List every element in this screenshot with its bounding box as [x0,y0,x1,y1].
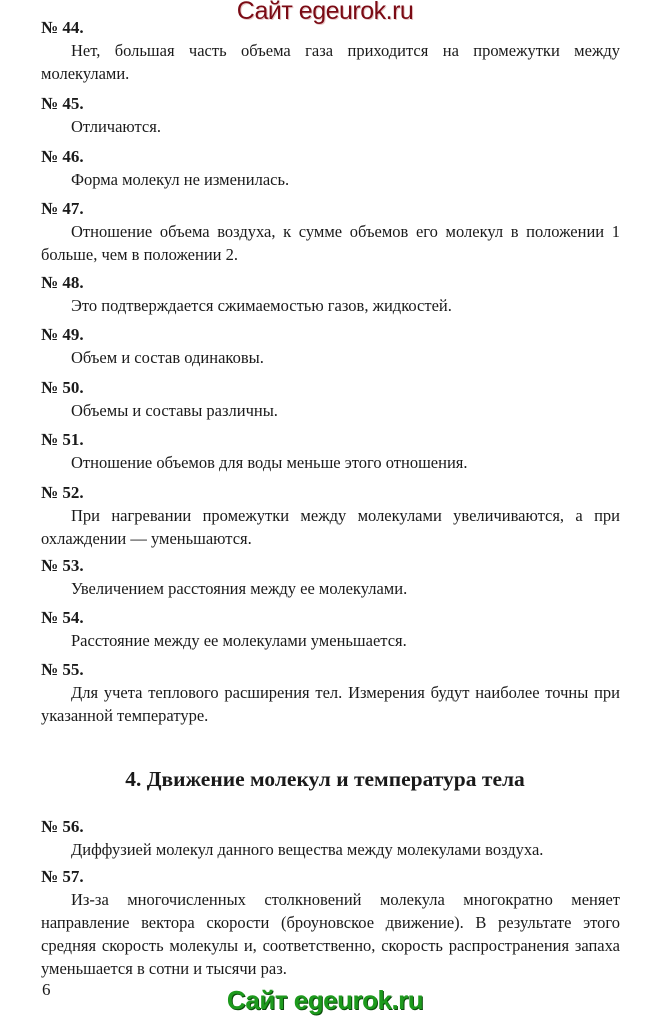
problem-number: № 49. [41,325,84,344]
problem-number: № 45. [41,94,84,113]
answer-item [41,198,620,266]
answer-item [41,377,620,422]
problem-number: № 50. [41,378,84,397]
section-heading: 4. Движение молекул и температура тела [125,767,525,791]
problem-number: № 52. [41,483,84,502]
problem-number: № 53. [41,556,84,575]
answer-text: Объемы и составы различны. [71,401,278,420]
answer-text: Отношение объемов для воды меньше этого отношения. [71,453,468,472]
answer-item [41,607,620,652]
answer-text: Расстояние между ее молекулами уменьшается. [71,631,407,650]
answer-item [41,272,620,317]
answer-item [41,146,620,191]
watermark-bottom: Сайт egeurok.ru [226,985,424,1015]
answer-text: Отличаются. [71,117,161,136]
answer-text: Увеличением расстояния между ее молекулами. [71,579,408,598]
problem-number: № 47. [41,199,84,218]
answer-text: При нагревании промежутки между молекулами увеличиваются, а при охлаждении — уменьшаются. [41,506,620,548]
answer-text: Из-за многочисленных столкновений молекула многократно меняет направление вектора скорости (броуновское движение). В результате этого средняя скорость молекулы и, соответственно, скорость распространения запаха уменьшается в сотни и тысячи раз. [41,890,620,978]
answer-text: Форма молекул не изменилась. [71,170,290,189]
answer-text: Отношение объема воздуха, к сумме объемов его молекул в положении 1 больше, чем в положении 2. [41,222,620,264]
answer-item [41,816,620,861]
problem-number: № 51. [41,430,84,449]
problem-number: № 54. [41,608,84,627]
answer-text: Диффузией молекул данного вещества между молекулами воздуха. [71,840,544,859]
watermark-top: Сайт egeurok.ru [236,0,414,25]
answer-text: Для учета теплового расширения тел. Измерения будут наиболее точны при указанной температуре. [41,683,620,725]
page-number: 6 [42,980,51,999]
problem-number: № 48. [41,273,84,292]
answer-item [41,93,620,138]
answer-text: Объем и состав одинаковы. [71,348,264,367]
answer-item [41,324,620,369]
problem-number: № 44. [41,18,84,37]
answer-item [41,659,620,727]
answer-item [41,482,620,550]
answer-item [41,866,620,980]
answer-item [41,555,620,600]
answer-item [41,17,620,85]
answer-item [41,429,620,474]
problem-number: № 57. [41,867,84,886]
problem-number: № 56. [41,817,84,836]
answer-text: Это подтверждается сжимаемостью газов, жидкостей. [71,296,452,315]
answer-text: Нет, большая часть объема газа приходится на промежутки между молекулами. [41,41,620,83]
problem-number: № 55. [41,660,84,679]
problem-number: № 46. [41,147,84,166]
